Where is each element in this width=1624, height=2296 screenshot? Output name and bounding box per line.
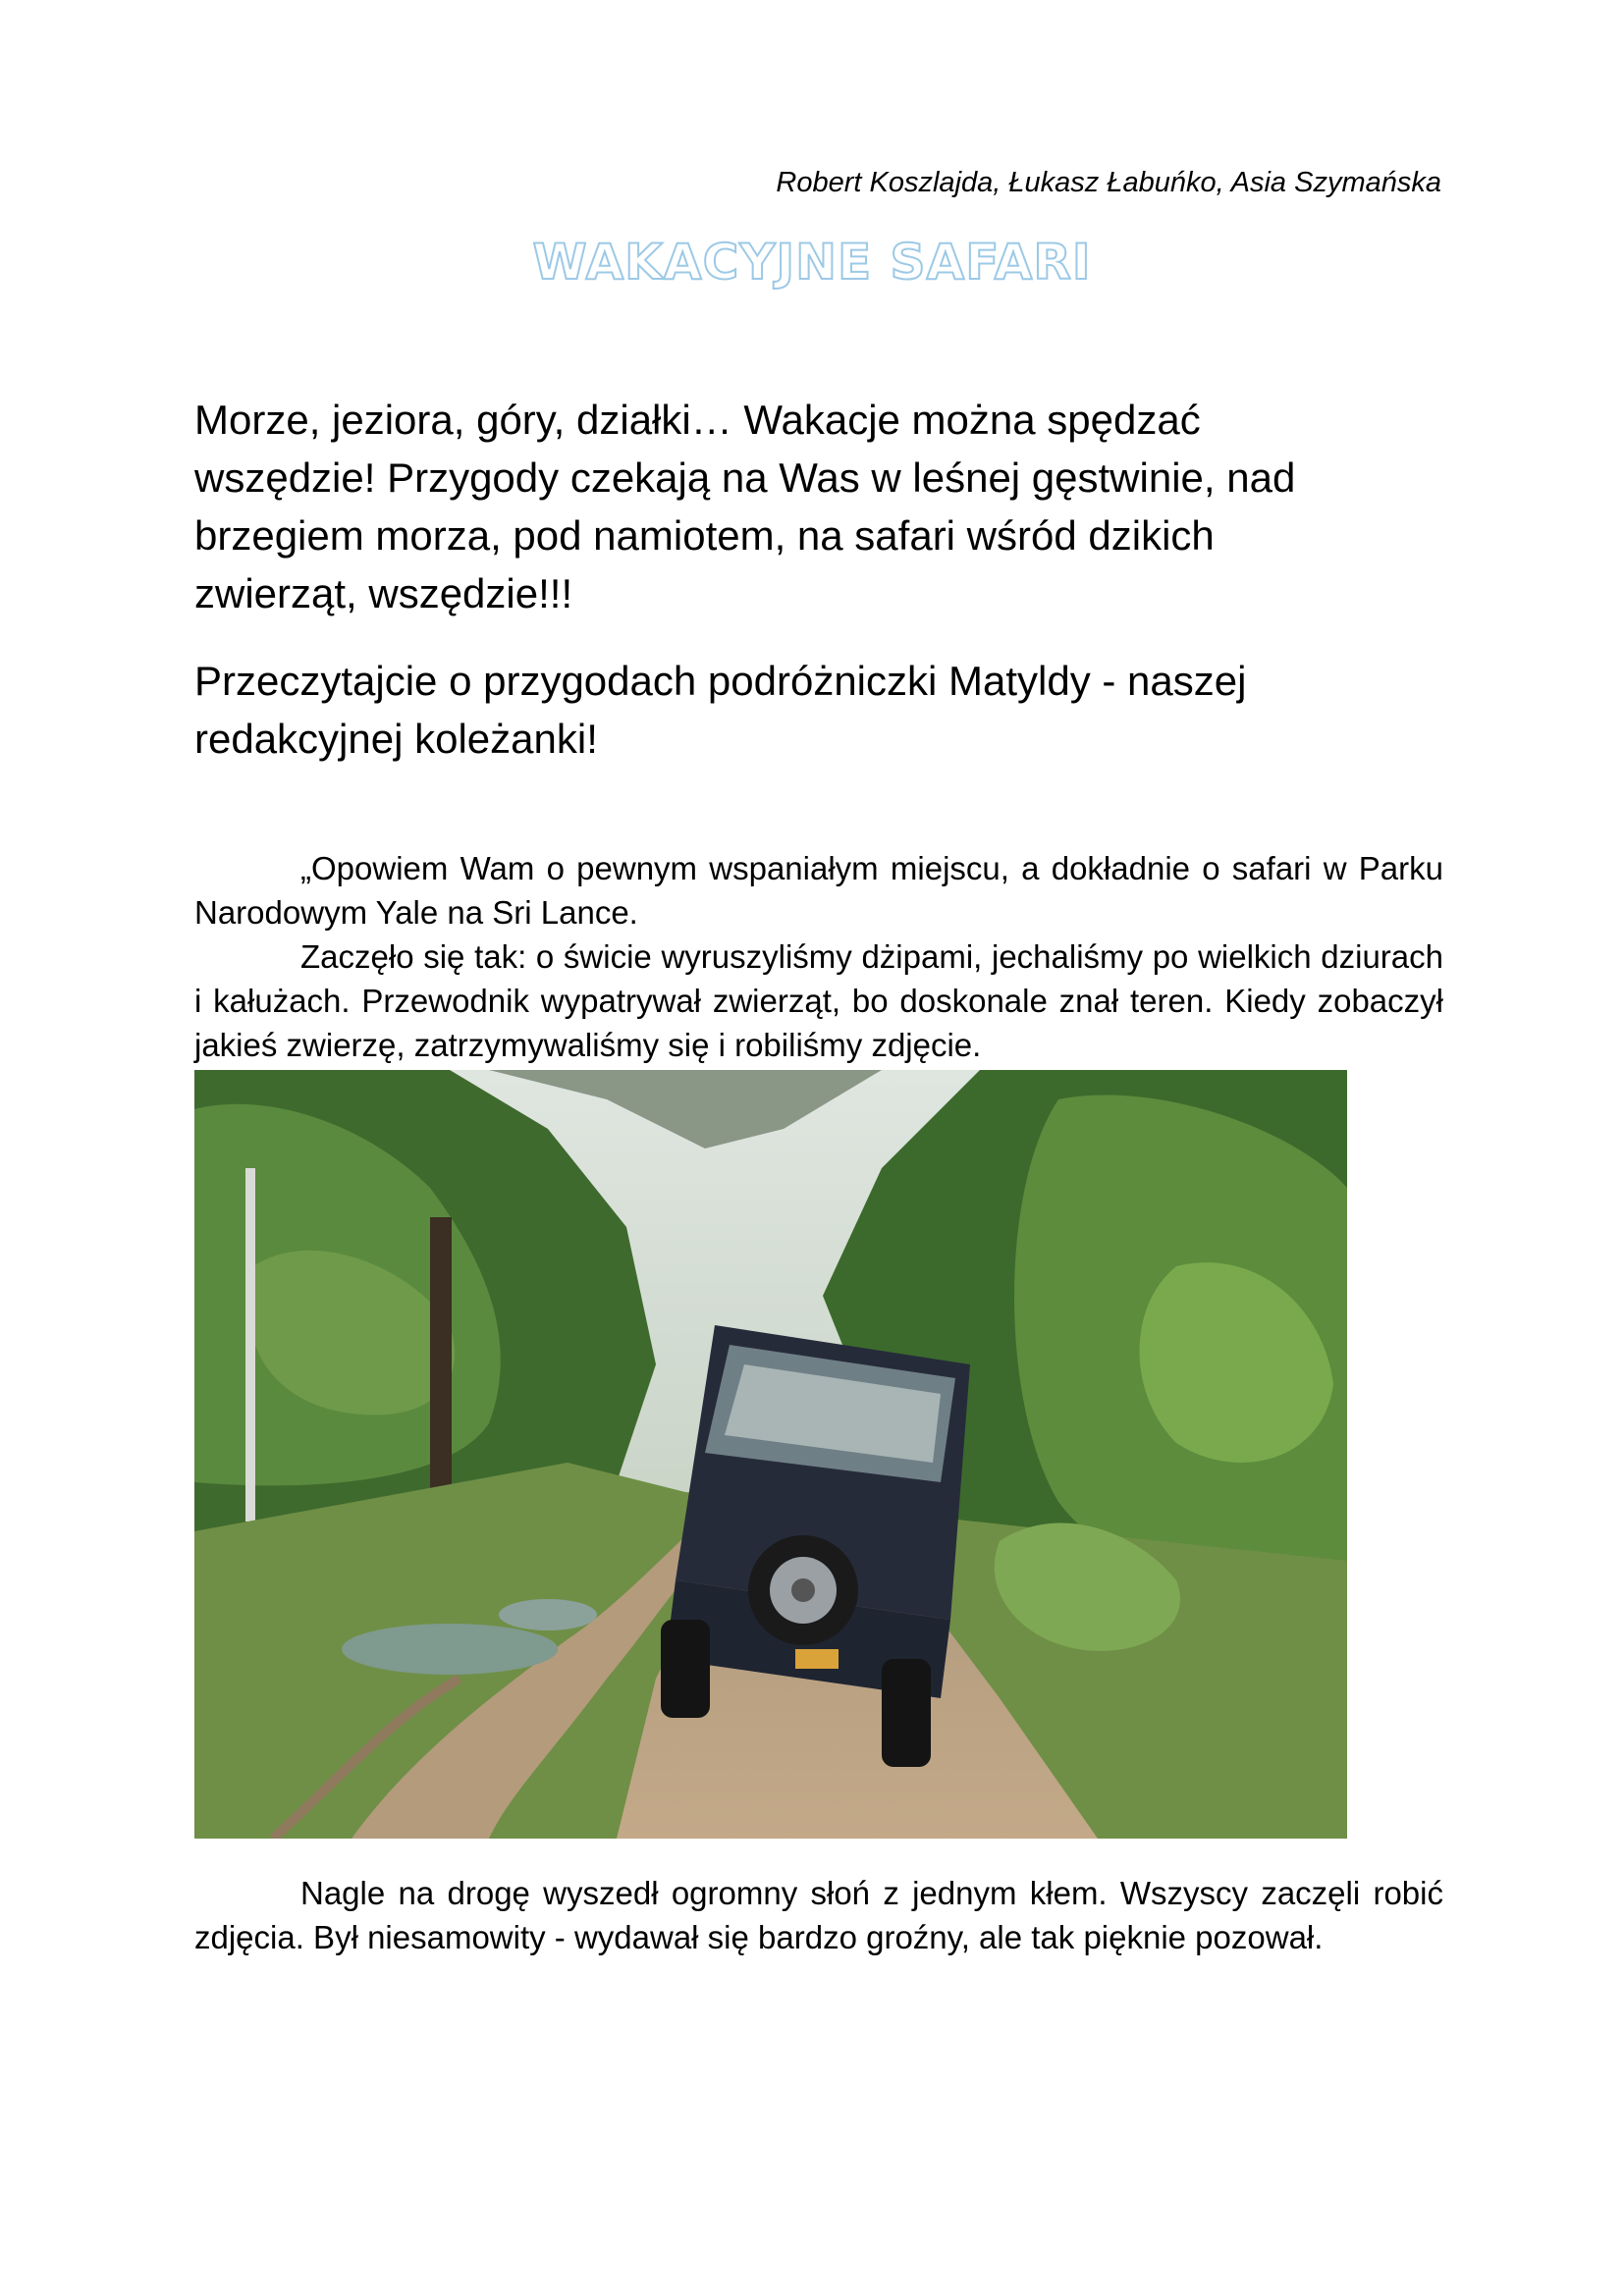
intro-paragraph-1: Morze, jeziora, góry, działki… Wakacje można spędzać wszędzie! Przygody czekają na Was w leśnej gęstwinie, nad brzegiem morza, pod namiotem, na safari wśród dzikich zwierząt, wszędzie!!! (194, 397, 1296, 616)
intro-paragraph-2: Przeczytajcie o przygodach podróżniczki Matyldy - naszej redakcyjnej koleżanki! (194, 658, 1247, 762)
story-paragraph-2: Zaczęło się tak: o świcie wyruszyliśmy dżipami, jechaliśmy po wielkich dziurach i kałużach. Przewodnik wypatrywał zwierząt, bo doskonale znał teren. Kiedy zobaczył jakieś zwierzę, zatrzymywaliśmy się i robiliśmy zdjęcie. (194, 938, 1443, 1063)
article-title: WAKACYJNE SAFARI (532, 234, 1092, 291)
safari-jeep-photo (194, 1070, 1347, 1839)
story-paragraph-1: „Opowiem Wam o pewnym wspaniałym miejscu, a dokładnie o safari w Parku Narodowym Yale na Sri Lance. (194, 850, 1443, 931)
authors-line: Robert Koszlajda, Łukasz Łabuńko, Asia Szymańska (776, 167, 1441, 198)
story-paragraph-3: Nagle na drogę wyszedł ogromny słoń z jednym kłem. Wszyscy zaczęli robić zdjęcia. Był niesamowity - wydawał się bardzo groźny, ale tak pięknie pozował. (194, 1875, 1443, 1955)
